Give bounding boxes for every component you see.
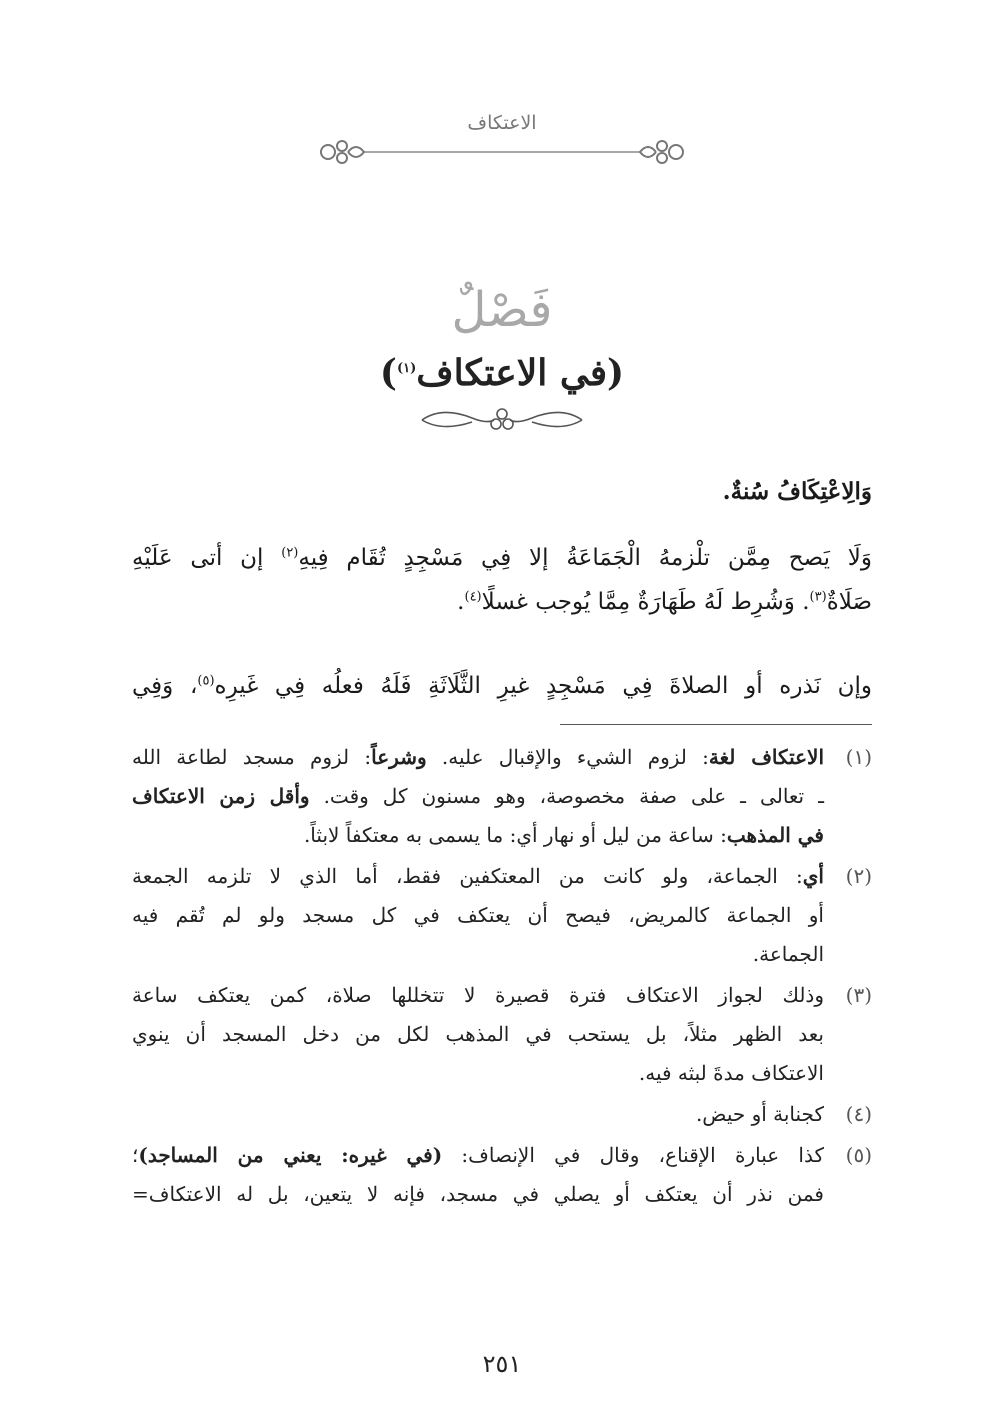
footnote-text: ـ تعالى ـ على صفة مخصوصة، وهو مسنون كل وقت. — [309, 784, 824, 808]
footnote-number: (٢) — [845, 864, 872, 888]
page-number: ٢٥١ — [482, 1350, 522, 1378]
chapter-word: فَصْلٌ — [451, 282, 553, 338]
footnote-ref: (٢) — [281, 545, 299, 561]
body-line: وَالِاعْتِكَافُ سُنةٌ. — [722, 478, 872, 505]
footnote-term: الاعتكاف لغة — [708, 745, 825, 769]
footnote-4 — [132, 1095, 872, 1134]
footnote-line: وذلك لجواز الاعتكاف فترة قصيرة لا تتخللها صلاة، كمن يعتكف ساعة — [132, 983, 825, 1007]
footnote-term: في المذهب — [726, 823, 824, 847]
footnote-term: وشرعاً — [371, 745, 427, 769]
paragraph-3 — [132, 664, 872, 708]
footnote-text: ؛ — [132, 1143, 139, 1167]
footnote-number: (٣) — [845, 983, 872, 1007]
paragraph-2 — [132, 536, 872, 624]
footnote-line: فمن نذر أن يعتكف أو يصلي في مسجد، فإنه لا يتعين، بل له الاعتكاف= — [132, 1182, 824, 1206]
footnote-ref: (٣) — [809, 589, 827, 605]
body-text-run: ، وَفِي — [132, 673, 198, 699]
footnote-line — [132, 816, 824, 855]
footnote-line: بعد الظهر مثلاً، بل يستحب في المذهب لكل من دخل المسجد أن ينوي — [132, 1022, 824, 1046]
body-text-run: . وَشُرِط لَهُ طَهَارَةٌ مِمَّا يُوجب غسلًا — [481, 589, 810, 615]
body-text-run: . — [457, 589, 465, 615]
body-text-run: صَلَاةٌ — [826, 589, 872, 615]
footnote-term: وأقل زمن الاعتكاف — [132, 784, 310, 808]
footnote-ref: (١) — [396, 361, 417, 376]
footnotes — [132, 738, 872, 1216]
footnote-2 — [132, 857, 872, 974]
chapter-title — [0, 352, 1004, 394]
footnote-text: كذا عبارة الإقناع، وقال في الإنصاف: — [442, 1143, 824, 1167]
footnote-number: (١) — [845, 745, 872, 769]
paragraph-1 — [132, 470, 872, 514]
footnote-line: كجنابة أو حيض. — [695, 1102, 824, 1126]
body-line — [132, 536, 872, 580]
body-text-run: وَلَا يَصح مِمَّن تلْزمهُ الْجَمَاعَةُ إلا فِي مَسْجِدٍ تُقَام فِيهِ — [298, 545, 872, 571]
footnote-text: : الجماعة، ولو كانت من المعتكفين فقط، أما الذي لا تلزمه الجمعة — [132, 864, 803, 888]
footnote-ref: (٥) — [197, 673, 215, 689]
title-ornament — [412, 398, 592, 442]
footnote-5 — [132, 1136, 872, 1214]
footnote-divider — [560, 724, 872, 725]
footnote-text: : لزوم مسجد لطاعة الله — [132, 745, 372, 769]
header-ornament — [312, 132, 692, 172]
footnote-line — [132, 777, 824, 816]
footnote-text: : ساعة من ليل أو نهار أي: ما يسمى به معتكفاً لابثاً. — [303, 823, 727, 847]
chapter-title-text: (في الاعتكاف — [416, 352, 625, 394]
footnote-line: الجماعة. — [752, 942, 824, 966]
body-text-run: إن أتى عَلَيْهِ — [132, 545, 282, 571]
footnote-ref: (٤) — [464, 589, 482, 605]
footnote-line — [132, 738, 824, 777]
footnote-line: أو الجماعة كالمريض، فيصح أن يعتكف في كل مسجد ولو لم تُقم فيه — [132, 903, 824, 927]
footnote-line — [132, 1136, 824, 1175]
body-line — [132, 664, 872, 708]
footnote-3 — [132, 976, 872, 1093]
footnote-term: (في غيره: يعني من المساجد) — [138, 1143, 443, 1167]
footnote-number: (٥) — [845, 1143, 872, 1167]
footnote-line — [132, 857, 824, 896]
running-head: الاعتكاف — [467, 112, 537, 134]
footnote-text: : لزوم الشيء والإقبال عليه. — [426, 745, 709, 769]
footnote-number: (٤) — [845, 1102, 872, 1126]
footnote-term: أي — [802, 864, 824, 888]
chapter-title-close: ) — [379, 352, 397, 394]
body-line — [132, 580, 872, 624]
footnote-line: الاعتكاف مدةَ لبثه فيه. — [638, 1061, 824, 1085]
body-text-run: وإن نَذره أو الصلاةَ فِي مَسْجِدٍ غيرِ الثَّلَاثَةِ فَلَهُ فعلُه فِي غَيرِه — [214, 673, 872, 699]
footnote-1 — [132, 738, 872, 855]
